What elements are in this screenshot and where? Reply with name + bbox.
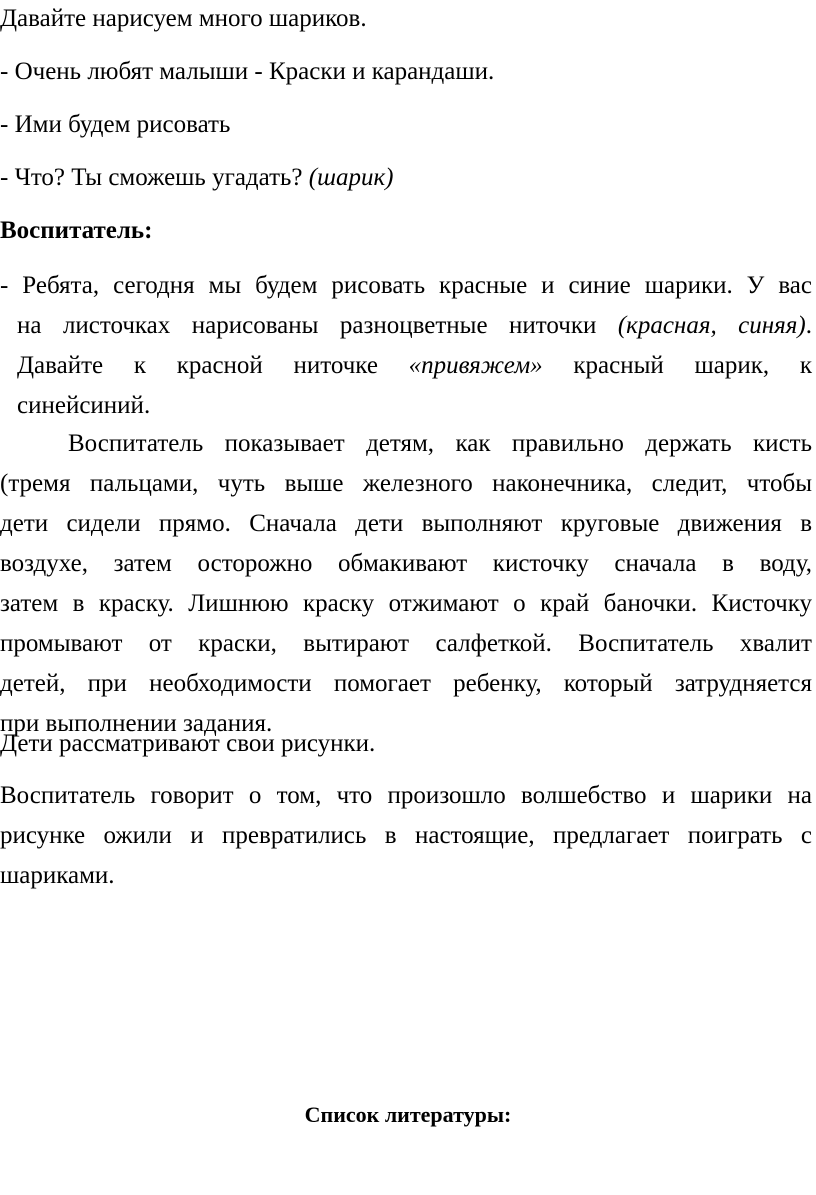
intro-line-2: - Очень любят малыши - Краски и карандаши. xyxy=(0,58,495,85)
speech-block xyxy=(0,266,812,306)
speech-line-4: синейсиний. xyxy=(17,392,151,419)
main-paragraph-line-2: (тремя пальцами, чуть выше железного наконечника, следит, чтобы xyxy=(0,470,812,497)
intro-line-3: - Ими будем рисовать xyxy=(0,111,231,138)
speech-line-1: - Ребята, сегодня мы будем рисовать красные и синие шарики. У вас xyxy=(0,272,812,299)
speech-line-2 xyxy=(17,306,812,346)
speech-line-3-italic: «привяжем» xyxy=(408,352,543,379)
main-paragraph-line-6: промывают от краски, вытирают салфеткой. Воспитатель хвалит xyxy=(0,630,812,657)
final-paragraph xyxy=(0,776,812,896)
speech-line-2-end: . xyxy=(805,312,812,339)
riddle-answer: (шарик) xyxy=(308,164,394,191)
speech-line-2-italic: (красная, синяя) xyxy=(617,312,806,339)
main-paragraph-line-4: воздухе, затем осторожно обмакивают кисточку сначала в воду, xyxy=(0,550,812,577)
main-paragraph-line-3: дети сидели прямо. Сначала дети выполняют круговые движения в xyxy=(0,510,812,537)
final-paragraph-line-1: Воспитатель говорит о том, что произошло волшебство и шарики на xyxy=(0,782,812,809)
main-paragraph-line-7: детей, при необходимости помогает ребенку, который затрудняется xyxy=(0,670,812,697)
riddle-line xyxy=(0,163,393,193)
references-heading: Список литературы: xyxy=(304,1102,512,1127)
speech-line-3 xyxy=(17,346,812,386)
speech-line-3-end: красный шарик, к xyxy=(542,352,812,379)
main-paragraph-line-5: затем в краску. Лишнюю краску отжимают о край баночки. Кисточку xyxy=(0,590,812,617)
main-paragraph-line-8: при выполнении задания. xyxy=(0,710,273,737)
speech-line-2-start: на листочках нарисованы разноцветные ниточки xyxy=(17,312,618,339)
main-paragraph xyxy=(0,424,812,744)
final-paragraph-line-2: рисунке ожили и превратились в настоящие, предлагает поиграть с xyxy=(0,822,812,849)
speech-line-3-start: Давайте к красной ниточке xyxy=(17,352,409,379)
speech-continuation xyxy=(17,306,812,426)
children-line: Дети рассматривают свои рисунки. xyxy=(0,730,376,757)
final-paragraph-line-3: шариками. xyxy=(0,862,115,889)
intro-line-1: Давайте нарисуем много шариков. xyxy=(0,5,367,32)
riddle-text: - Что? Ты сможешь угадать? xyxy=(0,164,309,191)
main-paragraph-line-1: Воспитатель показывает детям, как правильно держать кисть xyxy=(68,430,812,457)
speaker-label: Воспитатель: xyxy=(0,217,153,244)
